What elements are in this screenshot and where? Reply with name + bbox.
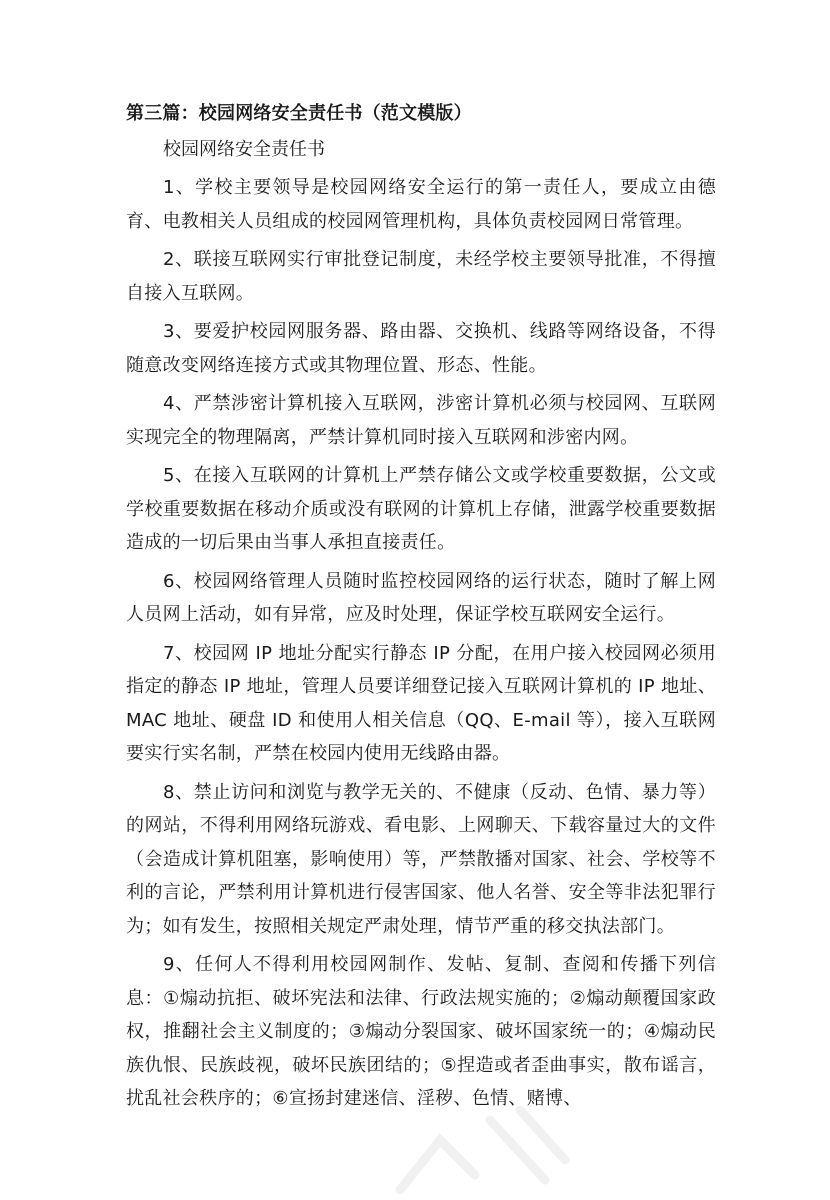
paragraph-6: 6、校园网络管理人员随时监控校园网络的运行状态，随时了解上网人员网上活动，如有异常，应及时处理，保证学校互联网安全运行。 (126, 570, 716, 625)
document-title: 第三篇：校园网络安全责任书（范文模版） (126, 103, 472, 124)
document-page (126, 98, 716, 1116)
paragraph-2: 2、联接互联网实行审批登记制度，未经学校主要领导批准，不得擅自接入互联网。 (126, 249, 716, 304)
paragraph-7: 7、校园网 IP 地址分配实行静态 IP 分配，在用户接入校园网必须用指定的静态 IP 地址，管理人员要详细登记接入互联网计算机的 IP 地址、MAC 地址、硬盘 ID 和使用人相关信息（QQ、E-mail 等），接入互联网要实行实名制，严禁在校园内使用无线路由器。 (126, 642, 716, 764)
paragraph-5: 5、在接入互联网的计算机上严禁存储公文或学校重要数据，公文或学校重要数据在移动介质或没有联网的计算机上存储，泄露学校重要数据造成的一切后果由当事人承担直接责任。 (126, 465, 716, 553)
paragraph-9: 9、任何人不得利用校园网制作、发帖、复制、查阅和传播下列信息：①煽动抗拒、破坏宪法和法律、行政法规实施的；②煽动颠覆国家政权，推翻社会主义制度的；③煽动分裂国家、破坏国家统一的；④煽动民族仇恨、民族歧视，破坏民族团结的；⑤捏造或者歪曲事实，散布谣言，扰乱社会秩序的；⑥宣扬封建迷信、淫秽、色情、赌博、 (126, 954, 716, 1109)
paragraph-1: 1、学校主要领导是校园网络安全运行的第一责任人，要成立由德育、电教相关人员组成的校园网管理机构，具体负责校园网日常管理。 (126, 177, 716, 232)
paragraph-8: 8、禁止访问和浏览与教学无关的、不健康（反动、色情、暴力等）的网站，不得利用网络玩游戏、看电影、上网聊天、下载容量过大的文件（会造成计算机阻塞，影响使用）等，严禁散播对国家、社会、学校等不利的言论，严禁利用计算机进行侵害国家、他人名誉、安全等非法犯罪行为；如有发生，按照相关规定严肃处理，情节严重的移交执法部门。 (126, 781, 716, 937)
paragraph-3: 3、要爱护校园网服务器、路由器、交换机、线路等网络设备，不得随意改变网络连接方式或其物理位置、形态、性能。 (126, 321, 716, 376)
document-subtitle: 校园网络安全责任书 (163, 139, 325, 160)
paragraph-4: 4、严禁涉密计算机接入互联网，涉密计算机必须与校园网、互联网实现完全的物理隔离，严禁计算机同时接入互联网和涉密内网。 (126, 393, 716, 448)
